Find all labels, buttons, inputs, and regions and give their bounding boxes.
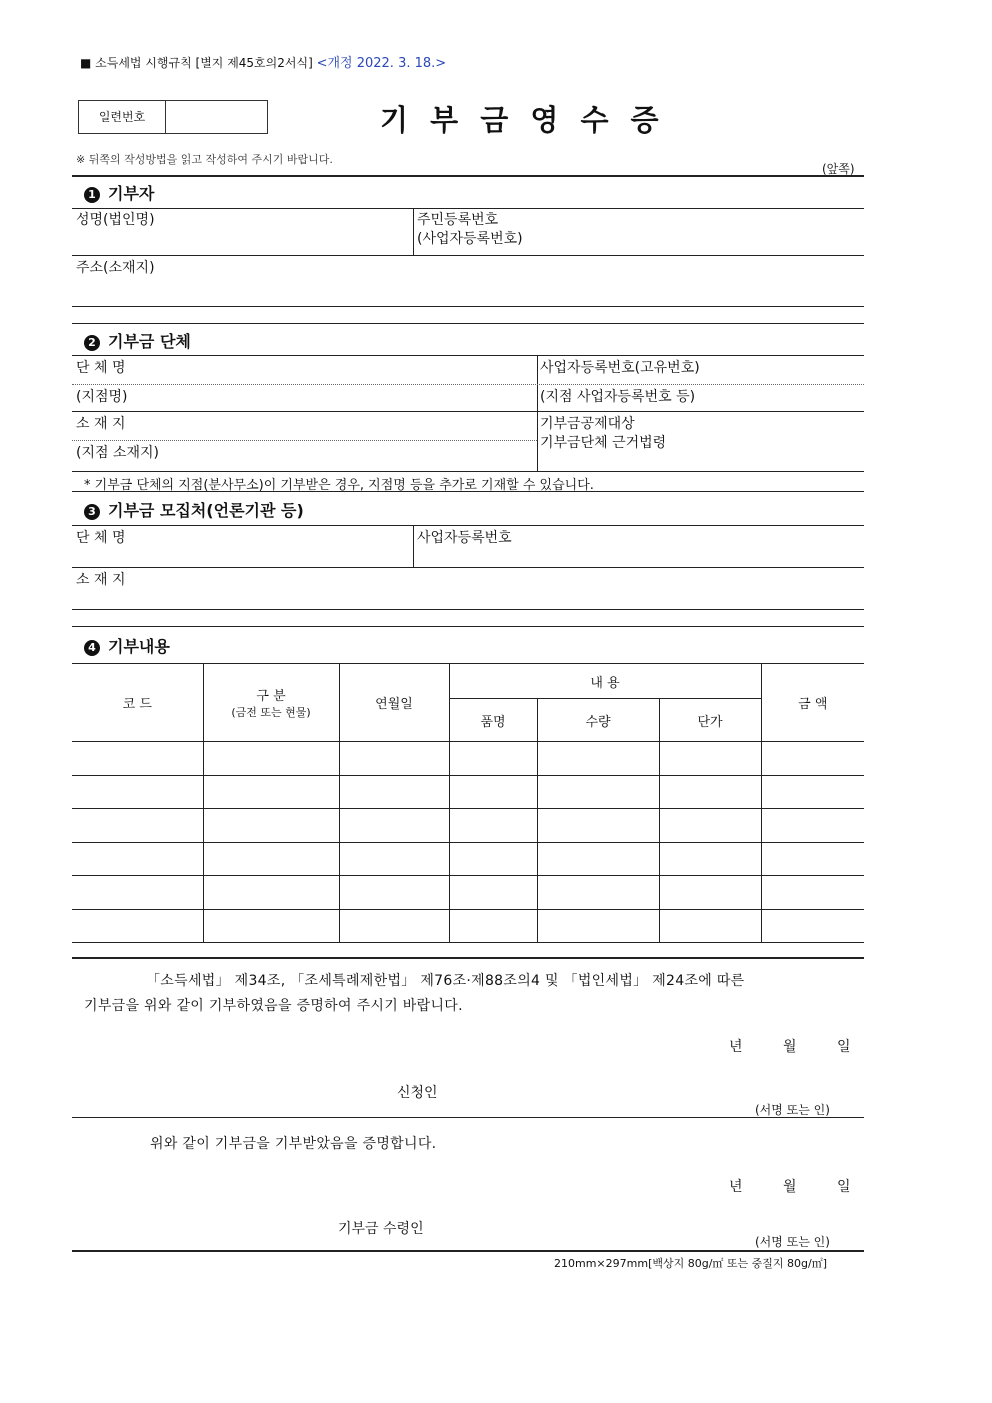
donor-address-label: 주소(소재지) — [76, 260, 155, 276]
org-legal-basis-label: 기부금단체 근거법령 — [540, 435, 667, 451]
collector-brn-label: 사업자등록번호 — [417, 530, 512, 546]
receipt-year: 년 — [729, 1179, 743, 1195]
regulation-reference: ■ 소득세법 시행규칙 [별지 제45호의2서식] <개정 2022. 3. 18.> — [80, 56, 447, 71]
col-date-header: 연월일 — [339, 664, 449, 742]
section-number-badge: 1 — [84, 187, 100, 203]
section-collector-title: 3 기부금 모집처(언론기관 등) — [84, 498, 304, 521]
section-content-title: 4 기부내용 — [84, 634, 170, 657]
table-row — [72, 775, 864, 809]
donor-name-label: 성명(법인명) — [76, 212, 155, 228]
org-branch-location-label: (지점 소재지) — [76, 445, 159, 461]
org-branch-label: (지점명) — [76, 389, 128, 405]
applicant-signature-label[interactable]: (서명 또는 인) — [755, 1103, 830, 1117]
receipt-month: 월 — [783, 1179, 797, 1195]
collector-name-label: 단 체 명 — [76, 530, 126, 546]
certification-statement-line2: 기부금을 위와 같이 기부하였음을 증명하여 주시기 바랍니다. — [84, 998, 463, 1014]
col-code-header: 코 드 — [72, 664, 203, 742]
donation-content-table — [72, 663, 864, 943]
application-year: 년 — [729, 1039, 743, 1055]
amendment-date: <개정 2022. 3. 18.> — [316, 56, 447, 71]
recipient-label: 기부금 수령인 — [338, 1221, 424, 1237]
org-brn-label: 사업자등록번호(고유번호) — [540, 360, 700, 376]
receipt-statement: 위와 같이 기부금을 기부받았음을 증명합니다. — [150, 1136, 437, 1152]
org-name-label: 단 체 명 — [76, 360, 126, 376]
col-amount-header: 금 액 — [761, 664, 864, 742]
org-branch-brn-label: (지점 사업자등록번호 등) — [540, 389, 696, 405]
col-quantity-header: 수량 — [537, 699, 659, 742]
section-number-badge: 4 — [84, 640, 100, 656]
donor-id-label: 주민등록번호 — [417, 212, 499, 228]
table-row — [72, 876, 864, 910]
table-row — [72, 742, 864, 776]
section-org-title: 2 기부금 단체 — [84, 329, 191, 352]
serial-number-label: 일련번호 — [79, 101, 166, 133]
table-row — [72, 909, 864, 943]
application-day: 일 — [837, 1039, 851, 1055]
donor-business-id-label: (사업자등록번호) — [417, 231, 523, 247]
section-donor-title: 1 기부자 — [84, 181, 154, 204]
recipient-signature-label[interactable]: (서명 또는 인) — [755, 1235, 830, 1249]
org-deduction-label: 기부금공제대상 — [540, 416, 635, 432]
org-location-label: 소 재 지 — [76, 416, 126, 432]
table-row — [72, 809, 864, 843]
col-unit-price-header: 단가 — [659, 699, 761, 742]
col-content-header: 내 용 — [449, 664, 761, 699]
section-number-badge: 3 — [84, 504, 100, 520]
serial-number-box — [78, 100, 268, 134]
receipt-day: 일 — [837, 1179, 851, 1195]
certification-statement-line1: 「소득세법」 제34조, 「조세특례제한법」 제76조·제88조의4 및 「법인세법」 제24조에 따른 — [146, 973, 745, 989]
collector-location-label: 소 재 지 — [76, 572, 126, 588]
applicant-label: 신청인 — [397, 1085, 438, 1101]
instruction-notice: ※ 뒤쪽의 작성방법을 읽고 작성하여 주시기 바랍니다. — [76, 153, 333, 166]
paper-spec: 210mm×297mm[백상지 80g/㎡ 또는 중질지 80g/㎡] — [554, 1257, 828, 1270]
section-number-badge: 2 — [84, 335, 100, 351]
table-row — [72, 842, 864, 876]
application-month: 월 — [783, 1039, 797, 1055]
org-branch-note: * 기부금 단체의 지점(분사무소)이 기부받은 경우, 지점명 등을 추가로 기재할 수 있습니다. — [84, 478, 594, 493]
serial-number-field[interactable] — [167, 101, 267, 133]
page-side-label: (앞쪽) — [822, 162, 855, 176]
col-category-header: 구 분 (금전 또는 현물) — [203, 664, 339, 742]
col-category-sub: (금전 또는 현물) — [231, 706, 311, 719]
page-title: 기 부 금 영 수 증 — [380, 103, 665, 137]
col-item-header: 품명 — [449, 699, 537, 742]
